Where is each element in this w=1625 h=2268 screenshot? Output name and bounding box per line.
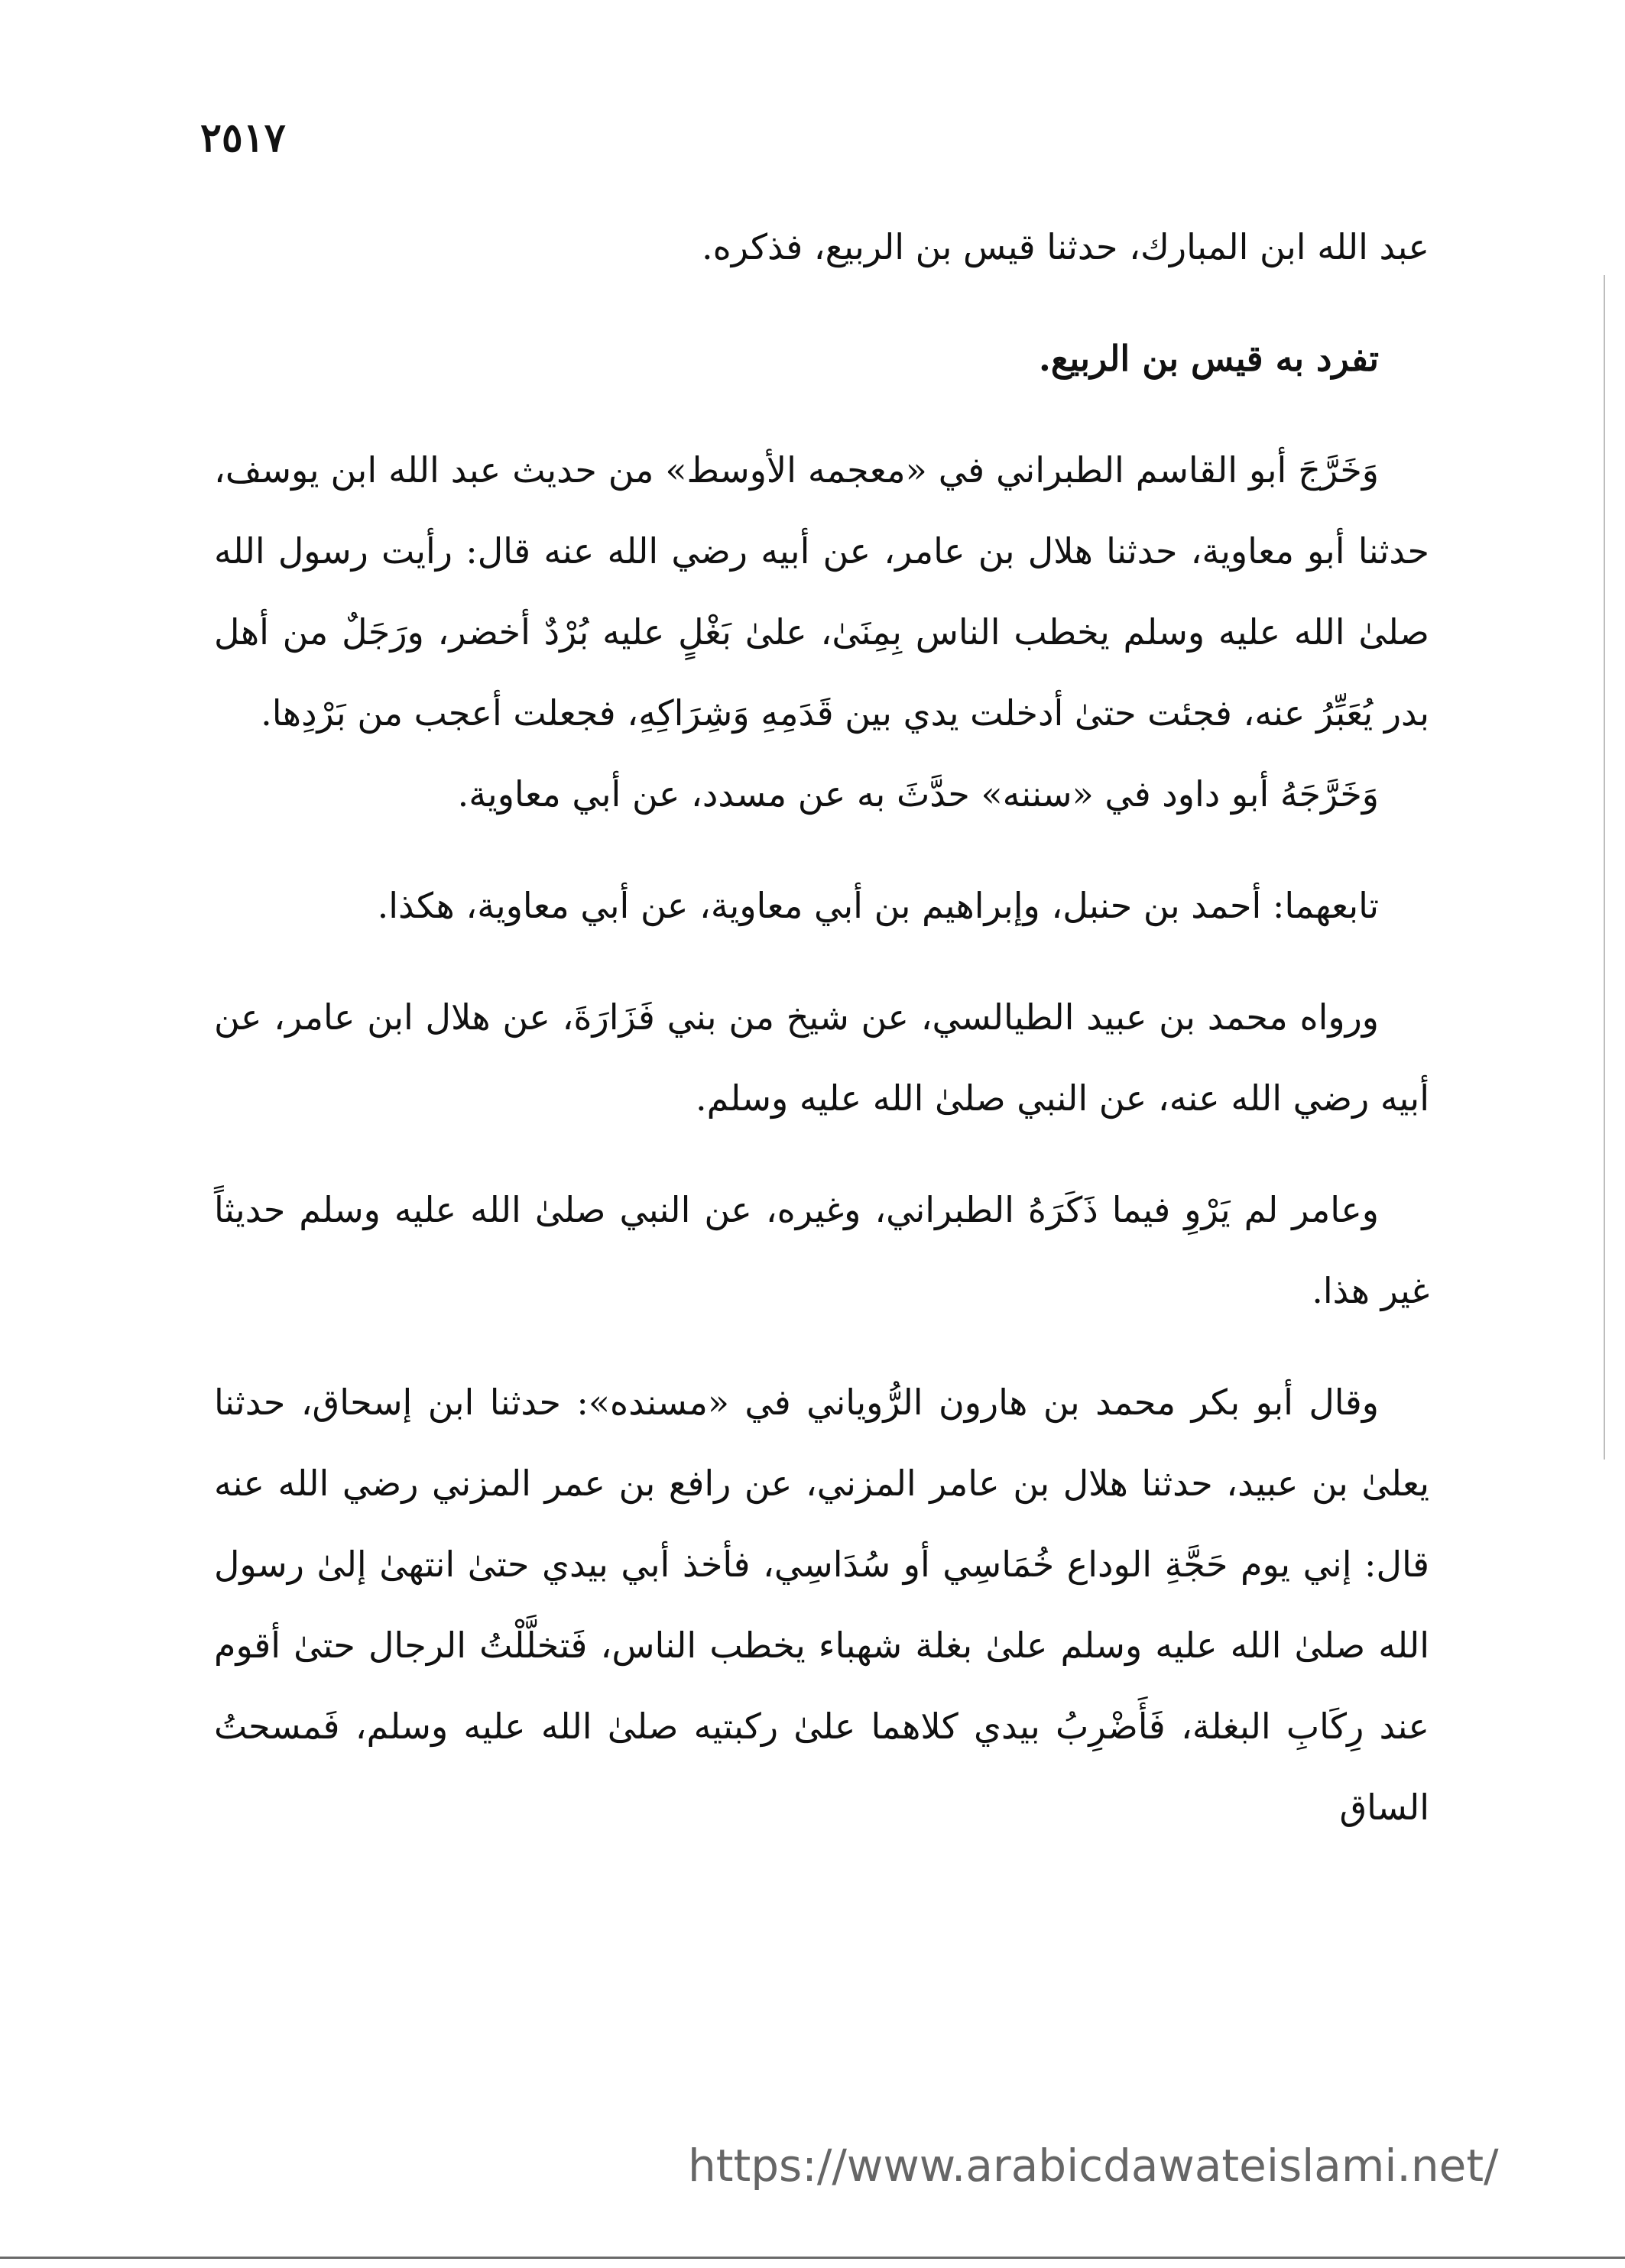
paragraph-3: وَخَرَّجَ أبو القاسم الطبراني في «معجمه الأوسط» من حديث عبد الله ابن يوسف، حدثنا أبو معاوية، حدثنا هلال بن عامر، عن أبيه رضي الله عنه قال: رأيت رسول الله صلىٰ الله عليه وسلم يخطب الناس بِمِنَىٰ، علىٰ بَغْلٍ عليه بُرْدٌ أخضر، ورَجَلٌ من أهل بدر يُعَبِّرُ عنه، فجئت حتىٰ أدخلت يدي بين قَدَمِهِ وَشِرَاكِهِ، فجعلت أعجب من بَرْدِها. <box>214 449 1429 734</box>
paragraph-7: وعامر لم يَرْوِ فيما ذَكَرَهُ الطبراني، وغيره، عن النبي صلىٰ الله عليه وسلم حديثاً غير هذا. <box>214 1189 1429 1311</box>
text-body <box>214 206 1429 1848</box>
page-number: ٢٥١٧ <box>200 115 286 161</box>
paragraph-5: تابعهما: أحمد بن حنبل، وإبراهيم بن أبي معاوية، عن أبي معاوية، هكذا. <box>377 885 1379 926</box>
bottom-rule <box>0 2257 1625 2259</box>
paragraph-6: ورواه محمد بن عبيد الطيالسي، عن شيخ من بني فَزَارَةَ، عن هلال ابن عامر، عن أبيه رضي الله عنه، عن النبي صلىٰ الله عليه وسلم. <box>214 996 1429 1119</box>
paragraph-8: وقال أبو بكر محمد بن هارون الرُّوياني في «مسنده»: حدثنا ابن إسحاق، حدثنا يعلىٰ بن عبيد، حدثنا هلال بن عامر المزني، عن رافع بن عمر المزني رضي الله عنه قال: إني يوم حَجَّةِ الوداع خُمَاسِي أو سُدَاسِي، فأخذ أبي بيدي حتىٰ انتهىٰ إلىٰ رسول الله صلىٰ الله عليه وسلم علىٰ بغلة شهباء يخطب الناس، فَتخلَّلْتُ الرجال حتىٰ أقوم عند رِكَابِ البغلة، فَأَضْرِبُ بيدي كلاهما علىٰ ركبتيه صلىٰ الله عليه وسلم، فَمسحتُ الساق <box>214 1382 1429 1828</box>
paragraph-1: عبد الله ابن المبارك، حدثنا قيس بن الربيع، فذكره. <box>702 226 1429 267</box>
paragraph-2: تفرد به قيس بن الربيع. <box>1038 338 1379 379</box>
paragraph-4: وَخَرَّجَهُ أبو داود في «سننه» حدَّثَ به عن مسدد، عن أبي معاوية. <box>457 773 1379 815</box>
margin-rule <box>1604 275 1605 1460</box>
footer-url-watermark: https://www.arabicdawateislami.net/ <box>688 2140 1499 2192</box>
